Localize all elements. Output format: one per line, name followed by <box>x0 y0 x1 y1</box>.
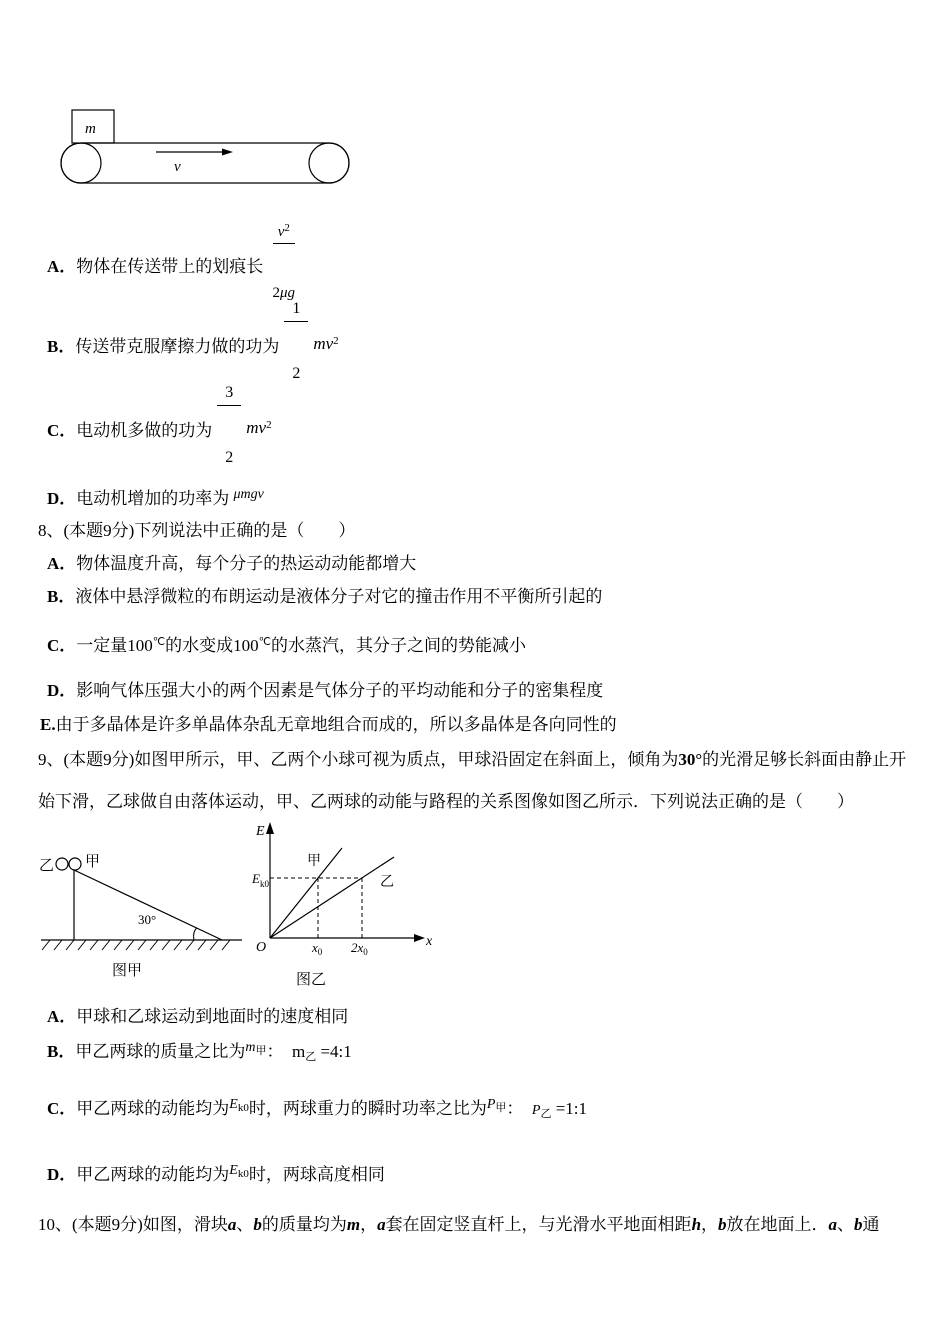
q8-title: 8、(本题9分)下列说法中正确的是（ ） <box>38 521 356 540</box>
2x0-tick-label: $2x_0$ <box>351 940 368 957</box>
belt <box>61 143 349 183</box>
line-jia <box>270 848 342 938</box>
x0-tick-label: $x_0$ <box>312 940 323 957</box>
q7-option-c-formula: $mv^2$ <box>246 418 272 437</box>
line-yi-label: 乙 <box>380 875 394 890</box>
incline-figure-caption: 图甲 <box>112 963 143 979</box>
ball-yi-label: 乙 <box>39 858 55 874</box>
fraction-denominator: 2 <box>292 365 301 383</box>
q9-option-c: C．甲乙两球的动能均为Ek0时，两球重力的瞬时功率之比为P甲： $P_乙$ =1:1 <box>47 1097 588 1120</box>
angle-label: 30° <box>138 912 157 927</box>
incline-surface-line <box>74 870 222 940</box>
q9-stem-line2: 始下滑，乙球做自由落体运动，甲、乙两球的动能与路程的关系图像如图乙所示．下列说法正确的是（ ） <box>38 792 854 811</box>
q7-option-d: D．电动机增加的功率为 μmgv <box>47 487 264 508</box>
fraction-denominator: 2 <box>225 449 234 467</box>
q9-option-a: A．甲球和乙球运动到地面时的速度相同 <box>47 1007 349 1026</box>
ball-jia <box>69 858 81 870</box>
q9-stem-line1: 9、(本题9分)如图甲所示，甲、乙两个小球可视为质点，甲球沿固定在斜面上，倾角为30°的光滑足够长斜面由静止开 <box>38 750 907 769</box>
velocity-label: v <box>174 159 181 175</box>
ball-yi <box>56 858 68 870</box>
fraction-numerator: $v^2$ <box>273 221 296 245</box>
velocity-arrow-head <box>222 149 233 156</box>
ek0-axis-label: $E_{k0}$ <box>252 871 269 889</box>
block-mass-label: m <box>85 121 96 137</box>
x-axis-arrow-head <box>414 934 425 942</box>
y-axis-label: E <box>256 824 265 839</box>
ball-jia-label: 甲 <box>85 854 101 870</box>
right-pulley <box>309 143 349 183</box>
q7-option-b <box>47 299 339 383</box>
origin-label: O <box>256 940 267 955</box>
ground-hatching <box>42 940 230 950</box>
angle-arc <box>194 928 197 940</box>
q8-option-a: A．物体温度升高，每个分子的热运动动能都增大 <box>47 554 417 573</box>
q9-option-b: B．甲乙两球的质量之比为m甲： $m_乙$ =4:1 <box>47 1040 352 1063</box>
line-yi <box>270 857 394 938</box>
fraction-one-half <box>284 257 308 426</box>
q7-option-a-text: A．物体在传送带上的划痕长 <box>47 256 268 276</box>
q7-option-b-formula: $mv^2$ <box>313 334 339 353</box>
q8-option-c: C．一定量100℃的水变成100℃的水蒸汽，其分子之间的势能减小 <box>47 636 526 655</box>
fraction-numerator: 3 <box>217 383 241 406</box>
left-pulley <box>61 143 101 183</box>
fraction-numerator: 1 <box>284 299 308 322</box>
q8-option-e: E.由于多晶体是许多单晶体杂乱无章地组合而成的，所以多晶体是各向同性的 <box>40 715 617 734</box>
line-jia-label: 甲 <box>307 854 321 869</box>
y-axis-arrow-head <box>266 822 274 834</box>
q7-option-c <box>47 383 272 467</box>
x-axis-label: x <box>426 934 433 949</box>
energy-graph-figure <box>252 818 434 993</box>
fraction-denominator: 2μg <box>272 285 296 301</box>
incline-figure <box>36 820 251 990</box>
conveyor-belt-figure <box>58 100 358 192</box>
q7-option-b-text: B．传送带克服摩擦力做的功为 <box>47 336 280 356</box>
q8-option-d: D．影响气体压强大小的两个因素是气体分子的平均动能和分子的密集程度 <box>47 681 604 700</box>
q10-stem: 10、(本题9分)如图，滑块a、b的质量均为m，a套在固定竖直杆上，与光滑水平地面相距h，b放在地面上．a、b通 <box>38 1215 880 1234</box>
q7-option-c-text: C．电动机多做的功为 <box>47 420 213 440</box>
q9-option-d: D．甲乙两球的动能均为Ek0时，两球高度相同 <box>47 1163 385 1184</box>
energy-graph-caption: 图乙 <box>296 972 327 988</box>
q8-option-b: B．液体中悬浮微粒的布朗运动是液体分子对它的撞击作用不平衡所引起的 <box>47 587 603 606</box>
